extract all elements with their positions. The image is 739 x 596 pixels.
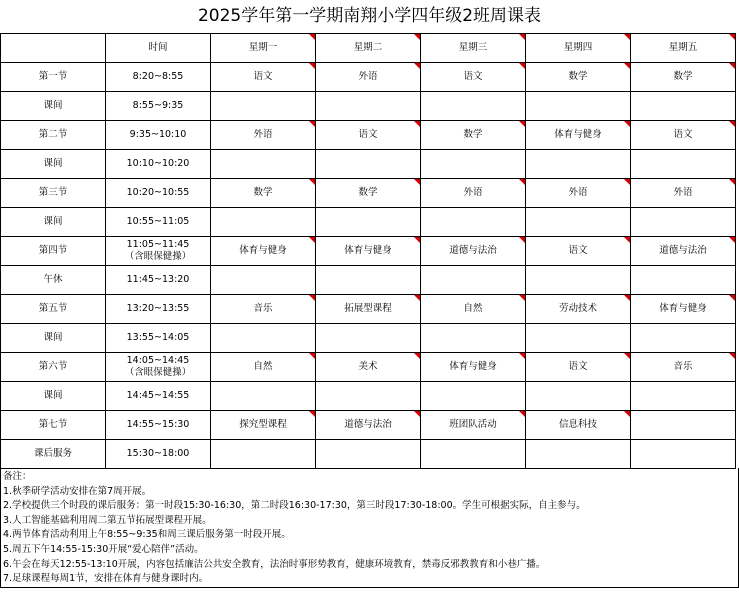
- period-label-cell[interactable]: 课后服务: [1, 440, 106, 469]
- subject-cell[interactable]: [316, 121, 421, 150]
- subject-text: 数学: [673, 71, 693, 82]
- comment-marker-icon[interactable]: [729, 63, 735, 69]
- subject-cell[interactable]: [631, 150, 736, 179]
- subject-cell[interactable]: [526, 121, 631, 150]
- subject-cell[interactable]: [631, 208, 736, 237]
- comment-marker-icon[interactable]: [729, 179, 735, 185]
- subject-cell[interactable]: [211, 266, 316, 295]
- header-time-cell[interactable]: 时间: [106, 34, 211, 63]
- period-label-cell[interactable]: 课间: [1, 324, 106, 353]
- subject-cell[interactable]: [211, 63, 316, 92]
- subject-text: 班团队活动: [449, 419, 497, 430]
- subject-text: 道德与法治: [344, 419, 392, 430]
- timetable-row: [1, 411, 736, 440]
- comment-marker-icon[interactable]: [519, 121, 525, 127]
- timetable-row: [1, 324, 736, 353]
- subject-cell[interactable]: [316, 382, 421, 411]
- subject-cell[interactable]: [631, 353, 736, 382]
- header-row: [1, 34, 736, 63]
- subject-cell[interactable]: [316, 208, 421, 237]
- period-label-cell[interactable]: 第一节: [1, 63, 106, 92]
- subject-cell[interactable]: [211, 411, 316, 440]
- timetable-row: [1, 382, 736, 411]
- comment-marker-icon[interactable]: [414, 353, 420, 359]
- period-time-cell[interactable]: 11:45~13:20: [106, 266, 211, 295]
- comment-marker-icon[interactable]: [309, 121, 315, 127]
- note-item: 3.人工智能基础利用周二第五节拓展型课程开展。: [3, 514, 212, 526]
- subject-cell[interactable]: [421, 440, 526, 469]
- subject-text: 体育与健身: [554, 129, 602, 140]
- comment-marker-icon[interactable]: [414, 63, 420, 69]
- subject-text: 语文: [253, 71, 273, 82]
- subject-cell[interactable]: [631, 63, 736, 92]
- comment-marker-icon[interactable]: [414, 295, 420, 301]
- period-label-cell[interactable]: 第五节: [1, 295, 106, 324]
- subject-cell[interactable]: [526, 382, 631, 411]
- subject-text: 体育与健身: [239, 245, 287, 256]
- subject-text: 语文: [673, 129, 693, 140]
- subject-cell[interactable]: [421, 382, 526, 411]
- period-time-cell[interactable]: 8:20~8:55: [106, 63, 211, 92]
- subject-cell[interactable]: [631, 266, 736, 295]
- comment-marker-icon[interactable]: [414, 179, 420, 185]
- subject-cell[interactable]: [421, 237, 526, 266]
- subject-cell[interactable]: [526, 63, 631, 92]
- period-label-cell[interactable]: 第三节: [1, 179, 106, 208]
- comment-marker-icon[interactable]: [309, 353, 315, 359]
- subject-text: 道德与法治: [449, 245, 497, 256]
- subject-cell[interactable]: [211, 295, 316, 324]
- subject-cell[interactable]: [316, 237, 421, 266]
- subject-text: 数学: [358, 187, 378, 198]
- subject-cell[interactable]: [526, 150, 631, 179]
- header-day-cell[interactable]: 星期四: [526, 34, 631, 63]
- subject-cell[interactable]: [421, 63, 526, 92]
- note-item: 7.足球课程每周1节，安排在体育与健身课时内。: [3, 573, 209, 585]
- period-label-cell[interactable]: 课间: [1, 150, 106, 179]
- subject-text: 探究型课程: [239, 419, 287, 430]
- subject-cell[interactable]: [526, 266, 631, 295]
- notes-heading: 备注：: [3, 471, 32, 482]
- subject-cell[interactable]: [211, 324, 316, 353]
- comment-marker-icon[interactable]: [519, 34, 525, 40]
- comment-marker-icon[interactable]: [624, 411, 630, 417]
- timetable-row: [1, 150, 736, 179]
- subject-cell[interactable]: [211, 353, 316, 382]
- subject-cell[interactable]: [631, 92, 736, 121]
- comment-marker-icon[interactable]: [519, 411, 525, 417]
- note-item: 4.两节体育活动利用上午8:55~9:35和周三课后服务第一时段开展。: [3, 529, 291, 541]
- subject-cell[interactable]: [316, 411, 421, 440]
- timetable-row: [1, 266, 736, 295]
- subject-text: 信息科技: [558, 419, 597, 430]
- subject-cell[interactable]: [421, 353, 526, 382]
- comment-marker-icon[interactable]: [624, 121, 630, 127]
- period-label-cell[interactable]: 第四节: [1, 237, 106, 266]
- period-time-cell[interactable]: 14:45~14:55: [106, 382, 211, 411]
- timetable-row: [1, 295, 736, 324]
- header-corner-cell[interactable]: [1, 34, 106, 63]
- subject-cell[interactable]: [316, 295, 421, 324]
- comment-marker-icon[interactable]: [519, 179, 525, 185]
- subject-text: 数学: [253, 187, 273, 198]
- comment-marker-icon[interactable]: [414, 121, 420, 127]
- subject-cell[interactable]: [421, 324, 526, 353]
- subject-cell[interactable]: [631, 237, 736, 266]
- subject-text: 语文: [463, 71, 483, 82]
- subject-cell[interactable]: [421, 411, 526, 440]
- period-time-text: 14:05~14:45: [126, 355, 190, 366]
- header-day-cell[interactable]: 星期一: [211, 34, 316, 63]
- comment-marker-icon[interactable]: [519, 353, 525, 359]
- subject-cell[interactable]: [211, 150, 316, 179]
- subject-cell[interactable]: [631, 179, 736, 208]
- subject-cell[interactable]: [421, 266, 526, 295]
- subject-text: 外语: [358, 71, 378, 82]
- subject-cell[interactable]: [316, 179, 421, 208]
- subject-text: 外语: [463, 187, 483, 198]
- comment-marker-icon[interactable]: [519, 295, 525, 301]
- subject-text: 数学: [568, 71, 588, 82]
- timetable-row: [1, 121, 736, 150]
- timetable-row: [1, 353, 736, 382]
- comment-marker-icon[interactable]: [729, 237, 735, 243]
- comment-marker-icon[interactable]: [414, 237, 420, 243]
- period-label-cell[interactable]: 第六节: [1, 353, 106, 382]
- timetable-row: [1, 440, 736, 469]
- subject-text: 语文: [358, 129, 378, 140]
- comment-marker-icon[interactable]: [309, 237, 315, 243]
- subject-text: 道德与法治: [659, 245, 707, 256]
- subject-cell[interactable]: [421, 92, 526, 121]
- period-time-cell[interactable]: 13:20~13:55: [106, 295, 211, 324]
- period-time-cell[interactable]: 10:20~10:55: [106, 179, 211, 208]
- period-time-note: （含眼保健操）: [124, 367, 192, 378]
- timetable-grid: [0, 33, 736, 469]
- subject-cell[interactable]: [211, 92, 316, 121]
- timetable-row: [1, 208, 736, 237]
- header-day-cell[interactable]: 星期二: [316, 34, 421, 63]
- subject-text: 音乐: [673, 361, 693, 372]
- subject-cell[interactable]: [526, 411, 631, 440]
- note-item: 6.午会在每天12:55-13:10开展，内容包括廉洁公共安全教育，法治时事形势教育，健康环境教育，禁毒反邪教教育和小巷广播。: [3, 558, 546, 570]
- comment-marker-icon[interactable]: [624, 237, 630, 243]
- subject-text: 音乐: [253, 303, 273, 314]
- subject-text: 自然: [463, 303, 483, 314]
- timetable-row: [1, 237, 736, 266]
- subject-cell[interactable]: [421, 179, 526, 208]
- comment-marker-icon[interactable]: [309, 34, 315, 40]
- subject-cell[interactable]: [526, 295, 631, 324]
- subject-cell[interactable]: [211, 237, 316, 266]
- comment-marker-icon[interactable]: [729, 34, 735, 40]
- subject-text: 体育与健身: [659, 303, 707, 314]
- subject-cell[interactable]: [211, 440, 316, 469]
- subject-text: 体育与健身: [344, 245, 392, 256]
- comment-marker-icon[interactable]: [624, 179, 630, 185]
- timetable-row: [1, 179, 736, 208]
- comment-marker-icon[interactable]: [309, 295, 315, 301]
- subject-cell[interactable]: [526, 353, 631, 382]
- period-label-cell[interactable]: 课间: [1, 382, 106, 411]
- subject-cell[interactable]: [316, 440, 421, 469]
- subject-text: 语文: [568, 361, 588, 372]
- subject-text: 劳动技术: [558, 303, 597, 314]
- comment-marker-icon[interactable]: [414, 411, 420, 417]
- subject-text: 外语: [253, 129, 273, 140]
- subject-cell[interactable]: [421, 150, 526, 179]
- subject-cell[interactable]: [211, 382, 316, 411]
- note-item: 1.秋季研学活动安排在第7周开展。: [3, 485, 152, 497]
- notes-section: [0, 468, 739, 588]
- subject-cell[interactable]: [526, 208, 631, 237]
- period-label-cell[interactable]: 课间: [1, 208, 106, 237]
- period-time-cell[interactable]: 10:10~10:20: [106, 150, 211, 179]
- subject-text: 体育与健身: [449, 361, 497, 372]
- subject-cell[interactable]: [631, 382, 736, 411]
- comment-marker-icon[interactable]: [519, 237, 525, 243]
- timetable-title: 2025学年第一学期南翔小学四年级2班周课表: [197, 6, 542, 26]
- subject-text: 数学: [463, 129, 483, 140]
- period-time-cell[interactable]: 14:55~15:30: [106, 411, 211, 440]
- comment-marker-icon[interactable]: [414, 34, 420, 40]
- period-time-cell[interactable]: 15:30~18:00: [106, 440, 211, 469]
- period-label-cell[interactable]: 第二节: [1, 121, 106, 150]
- comment-marker-icon[interactable]: [519, 63, 525, 69]
- subject-cell[interactable]: [526, 179, 631, 208]
- subject-cell[interactable]: [316, 92, 421, 121]
- subject-cell[interactable]: [316, 63, 421, 92]
- subject-cell[interactable]: [421, 295, 526, 324]
- comment-marker-icon[interactable]: [729, 353, 735, 359]
- comment-marker-icon[interactable]: [729, 295, 735, 301]
- subject-cell[interactable]: [316, 266, 421, 295]
- comment-marker-icon[interactable]: [309, 411, 315, 417]
- comment-marker-icon[interactable]: [624, 353, 630, 359]
- subject-cell[interactable]: [211, 121, 316, 150]
- subject-cell[interactable]: [631, 411, 736, 440]
- period-label-cell[interactable]: 课间: [1, 92, 106, 121]
- note-item: 2.学校提供三个时段的课后服务：第一时段15:30-16:30，第二时段16:30-17:30，第三时段17:30-18:00。学生可根据实际，自主参与。: [3, 500, 586, 512]
- header-day-cell[interactable]: 星期五: [631, 34, 736, 63]
- subject-cell[interactable]: [526, 324, 631, 353]
- subject-cell[interactable]: [526, 92, 631, 121]
- period-time-cell[interactable]: 13:55~14:05: [106, 324, 211, 353]
- subject-text: 拓展型课程: [344, 303, 392, 314]
- timetable-row: [1, 63, 736, 92]
- subject-cell[interactable]: [316, 324, 421, 353]
- period-label-cell[interactable]: 午休: [1, 266, 106, 295]
- comment-marker-icon[interactable]: [309, 179, 315, 185]
- period-time-cell[interactable]: 8:55~9:35: [106, 92, 211, 121]
- subject-cell[interactable]: [211, 179, 316, 208]
- comment-marker-icon[interactable]: [624, 34, 630, 40]
- period-time-cell[interactable]: 9:35~10:10: [106, 121, 211, 150]
- subject-cell[interactable]: [316, 150, 421, 179]
- header-day-cell[interactable]: 星期三: [421, 34, 526, 63]
- period-time-cell[interactable]: 10:55~11:05: [106, 208, 211, 237]
- subject-cell[interactable]: [421, 208, 526, 237]
- subject-cell[interactable]: [316, 353, 421, 382]
- subject-cell[interactable]: [526, 237, 631, 266]
- period-time-cell[interactable]: [106, 237, 211, 266]
- subject-cell[interactable]: [631, 295, 736, 324]
- comment-marker-icon[interactable]: [309, 63, 315, 69]
- subject-text: 语文: [568, 245, 588, 256]
- note-item: 5.周五下午14:55-15:30开展“爱心陪伴”活动。: [3, 543, 204, 555]
- period-time-note: （含眼保健操）: [124, 251, 192, 262]
- subject-cell[interactable]: [421, 121, 526, 150]
- timetable-row: [1, 92, 736, 121]
- subject-cell[interactable]: [211, 208, 316, 237]
- subject-text: 外语: [568, 187, 588, 198]
- subject-cell[interactable]: [631, 440, 736, 469]
- comment-marker-icon[interactable]: [624, 295, 630, 301]
- period-time-cell[interactable]: [106, 353, 211, 382]
- subject-cell[interactable]: [631, 324, 736, 353]
- comment-marker-icon[interactable]: [624, 63, 630, 69]
- subject-text: 美术: [358, 361, 378, 372]
- subject-cell[interactable]: [631, 121, 736, 150]
- period-label-cell[interactable]: 第七节: [1, 411, 106, 440]
- subject-cell[interactable]: [526, 440, 631, 469]
- subject-text: 外语: [673, 187, 693, 198]
- period-time-text: 11:05~11:45: [126, 239, 190, 250]
- subject-text: 自然: [253, 361, 273, 372]
- comment-marker-icon[interactable]: [729, 121, 735, 127]
